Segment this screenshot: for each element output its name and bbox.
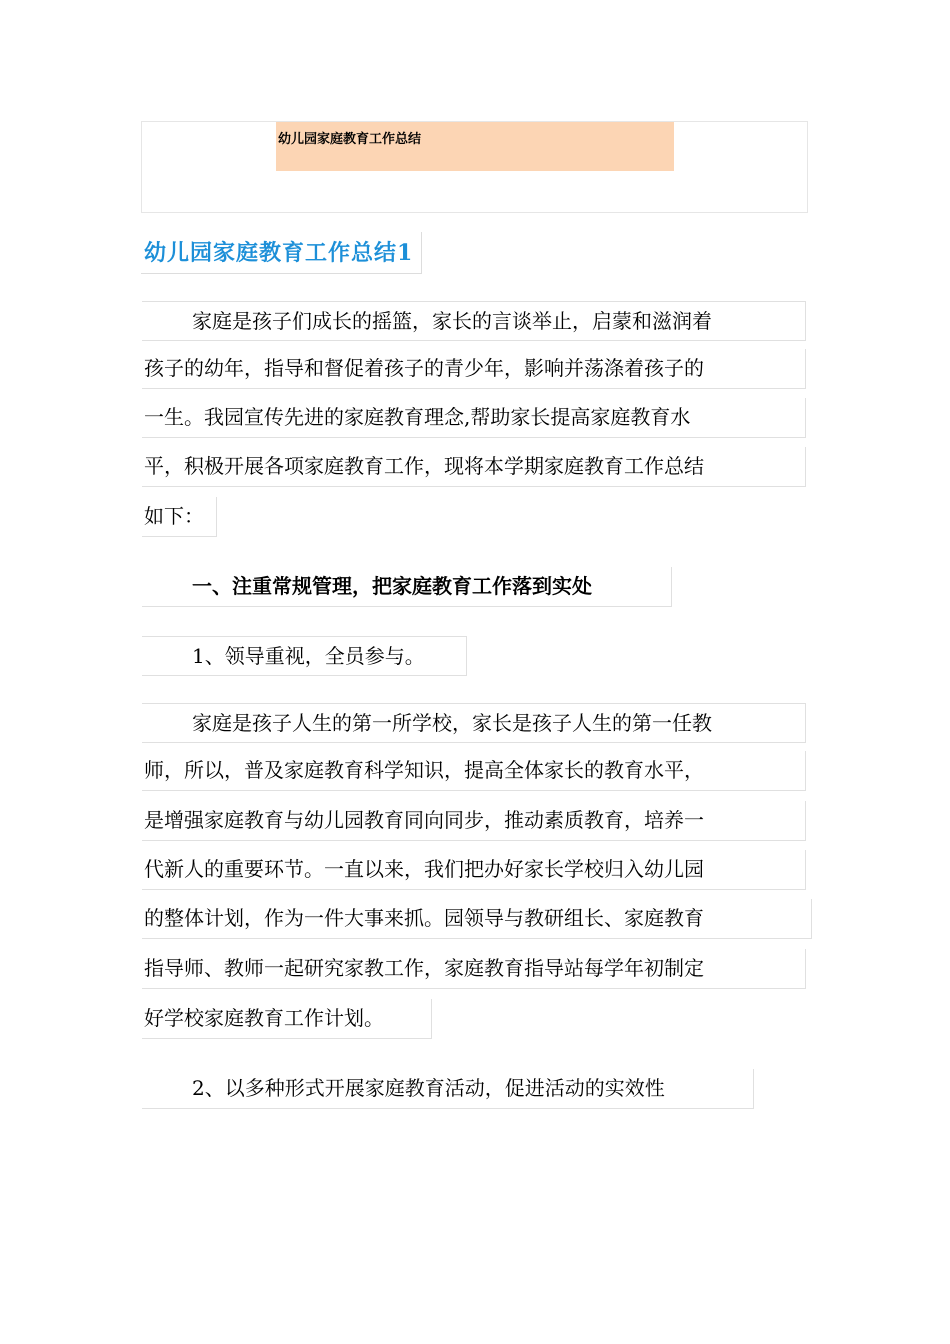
paragraph-2-line-4: 代新人的重要环节。一直以来，我们把办好家长学校归入幼儿园 [142,850,806,890]
paragraph-1-line-5: 如下： [142,497,217,537]
subheading-1: 1、领导重视，全员参与。 [142,636,467,676]
document-title: 幼儿园家庭教育工作总结1 [141,232,422,274]
paragraph-2-line-2: 师，所以，普及家庭教育科学知识，提高全体家长的教育水平， [142,751,806,791]
header-tag: 幼儿园家庭教育工作总结 [276,122,674,171]
subheading-2: 2、以多种形式开展家庭教育活动，促进活动的实效性 [142,1069,754,1109]
paragraph-2-line-7: 好学校家庭教育工作计划。 [142,999,432,1039]
paragraph-2-line-5: 的整体计划，作为一件大事来抓。园领导与教研组长、家庭教育 [142,899,812,939]
paragraph-1-line-2: 孩子的幼年，指导和督促着孩子的青少年，影响并荡涤着孩子的 [142,349,806,389]
paragraph-1-line-4: 平，积极开展各项家庭教育工作，现将本学期家庭教育工作总结 [142,447,806,487]
paragraph-1-line-1: 家庭是孩子们成长的摇篮，家长的言谈举止，启蒙和滋润着 [142,301,806,341]
paragraph-1-line-3: 一生。我园宣传先进的家庭教育理念,帮助家长提高家庭教育水 [142,398,806,438]
paragraph-2-line-1: 家庭是孩子人生的第一所学校，家长是孩子人生的第一任教 [142,703,806,743]
paragraph-2-line-6: 指导师、教师一起研究家教工作，家庭教育指导站每学年初制定 [142,949,806,989]
paragraph-2-line-3: 是增强家庭教育与幼儿园教育同向同步，推动素质教育，培养一 [142,801,806,841]
section-heading-1: 一、注重常规管理，把家庭教育工作落到实处 [142,567,672,607]
